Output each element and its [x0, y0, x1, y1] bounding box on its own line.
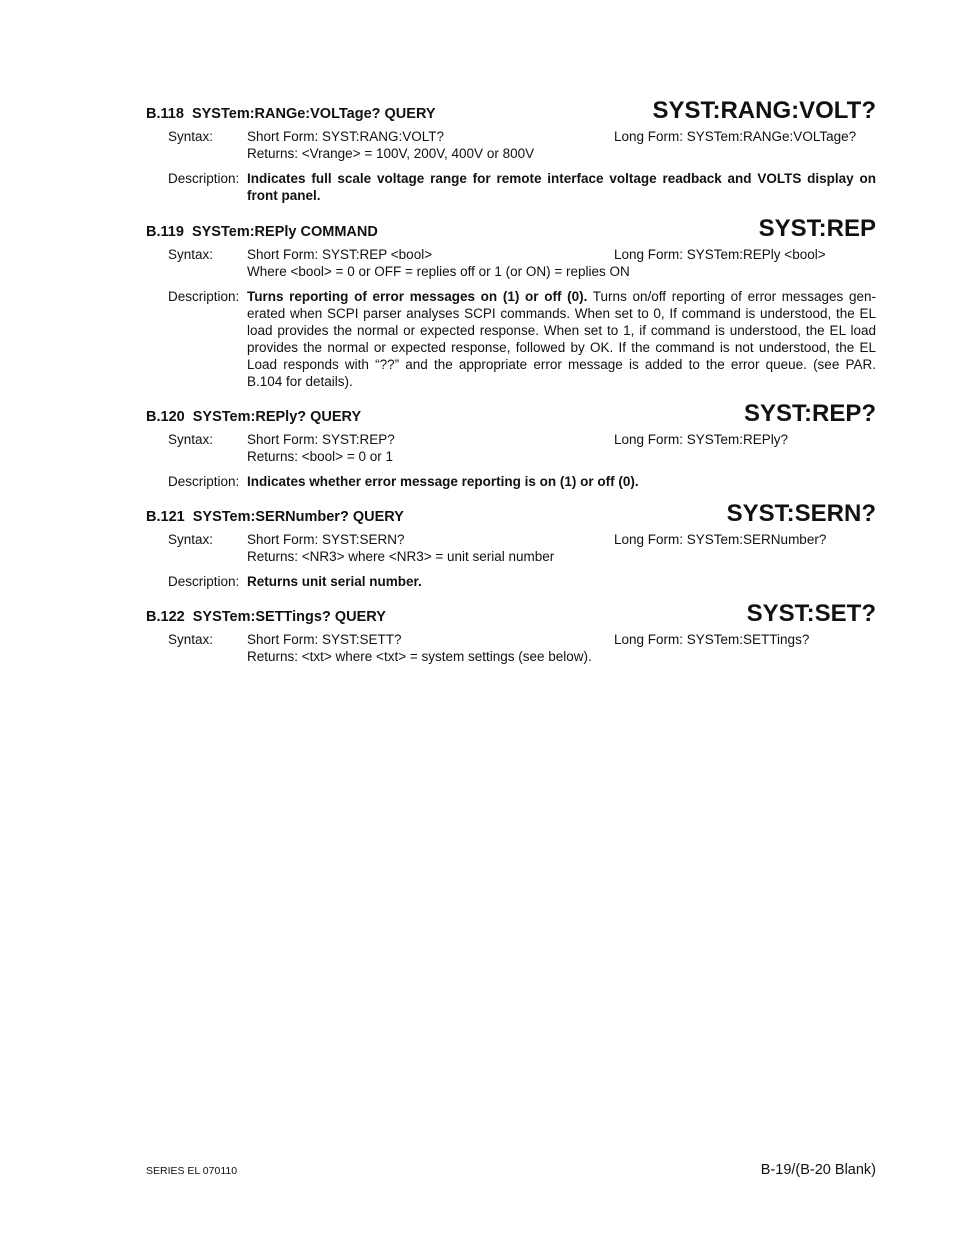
syntax-label: Syntax:	[168, 432, 214, 447]
description-block	[146, 573, 876, 590]
description-bold: Indicates full scale voltage range for remote interface voltage readback and VOLTS display on front panel.	[247, 171, 876, 203]
description-label: Description:	[168, 474, 240, 489]
section-b120	[146, 401, 876, 490]
short-form: Short Form: SYST:REP <bool>	[247, 247, 433, 262]
command-mnemonic: SYST:SET?	[746, 600, 876, 627]
section-title: B.122 SYSTem:SETTings? QUERY	[146, 609, 386, 625]
section-heading	[146, 216, 876, 240]
command-mnemonic: SYST:RANG:VOLT?	[652, 97, 876, 124]
section-title: B.121 SYSTem:SERNumber? QUERY	[146, 509, 404, 525]
long-form: Long Form: SYSTem:SETTings?	[614, 632, 810, 647]
section-b122	[146, 601, 876, 665]
footer-page-number: B-19/(B-20 Blank)	[760, 1162, 876, 1178]
description-bold: Turns reporting of error messages on (1) or off (0).	[247, 289, 588, 304]
short-form: Short Form: SYST:SERN?	[247, 532, 405, 547]
syntax-block	[146, 246, 876, 280]
description-label: Description:	[168, 574, 240, 589]
long-form: Long Form: SYSTem:RANGe:VOLTage?	[614, 129, 857, 144]
section-title: B.119 SYSTem:REPly COMMAND	[146, 224, 378, 240]
syntax-extra: Where <bool> = 0 or OFF = replies off or 1 (or ON) = replies ON	[247, 264, 630, 279]
long-form: Long Form: SYSTem:REPly <bool>	[614, 247, 826, 262]
syntax-label: Syntax:	[168, 632, 214, 647]
description-label: Description:	[168, 171, 240, 186]
command-mnemonic: SYST:REP?	[743, 400, 876, 427]
short-form: Short Form: SYST:SETT?	[247, 632, 402, 647]
syntax-block	[146, 631, 876, 665]
long-form: Long Form: SYSTem:REPly?	[614, 432, 789, 447]
description-block	[146, 473, 876, 490]
description-block	[146, 288, 876, 390]
section-heading	[146, 501, 876, 525]
description-bold: Indicates whether error message reporting is on (1) or off (0).	[247, 474, 639, 489]
description-text: Turns on/off reporting of error messages gen-erated when SCPI parser analyses SCPI commands. When set to 0, If command is understood, the EL load provides the normal or expected response. When set to 1, if command is understood, the EL load provides the normal or expected response, followed by OK. If the command is not understood, the EL Load responds with “??” and the appropriate error message is added to the error queue. (see PAR. B.104 for details).	[247, 289, 876, 389]
description-bold: Returns unit serial number.	[247, 574, 422, 589]
syntax-extra: Returns: <bool> = 0 or 1	[247, 449, 393, 464]
section-title: B.120 SYSTem:REPly? QUERY	[146, 409, 362, 425]
footer-series: SERIES EL 070110	[146, 1165, 238, 1177]
syntax-block	[146, 431, 876, 465]
section-heading	[146, 401, 876, 425]
command-mnemonic: SYST:SERN?	[726, 500, 876, 527]
section-title: B.118 SYSTem:RANGe:VOLTage? QUERY	[146, 106, 436, 122]
short-form: Short Form: SYST:REP?	[247, 432, 395, 447]
syntax-label: Syntax:	[168, 532, 214, 547]
syntax-block	[146, 531, 876, 565]
syntax-extra: Returns: <txt> where <txt> = system settings (see below).	[247, 649, 592, 664]
section-heading	[146, 98, 876, 122]
syntax-label: Syntax:	[168, 247, 214, 262]
description-label: Description:	[168, 289, 240, 304]
syntax-extra: Returns: <NR3> where <NR3> = unit serial number	[247, 549, 555, 564]
section-heading	[146, 601, 876, 625]
short-form: Short Form: SYST:RANG:VOLT?	[247, 129, 445, 144]
command-mnemonic: SYST:REP	[758, 215, 876, 242]
description-block	[146, 170, 876, 204]
syntax-extra: Returns: <Vrange> = 100V, 200V, 400V or 800V	[247, 146, 535, 161]
long-form: Long Form: SYSTem:SERNumber?	[614, 532, 827, 547]
syntax-block	[146, 128, 876, 162]
syntax-label: Syntax:	[168, 129, 214, 144]
section-b121	[146, 501, 876, 590]
section-b118	[146, 98, 876, 204]
section-b119	[146, 216, 876, 390]
